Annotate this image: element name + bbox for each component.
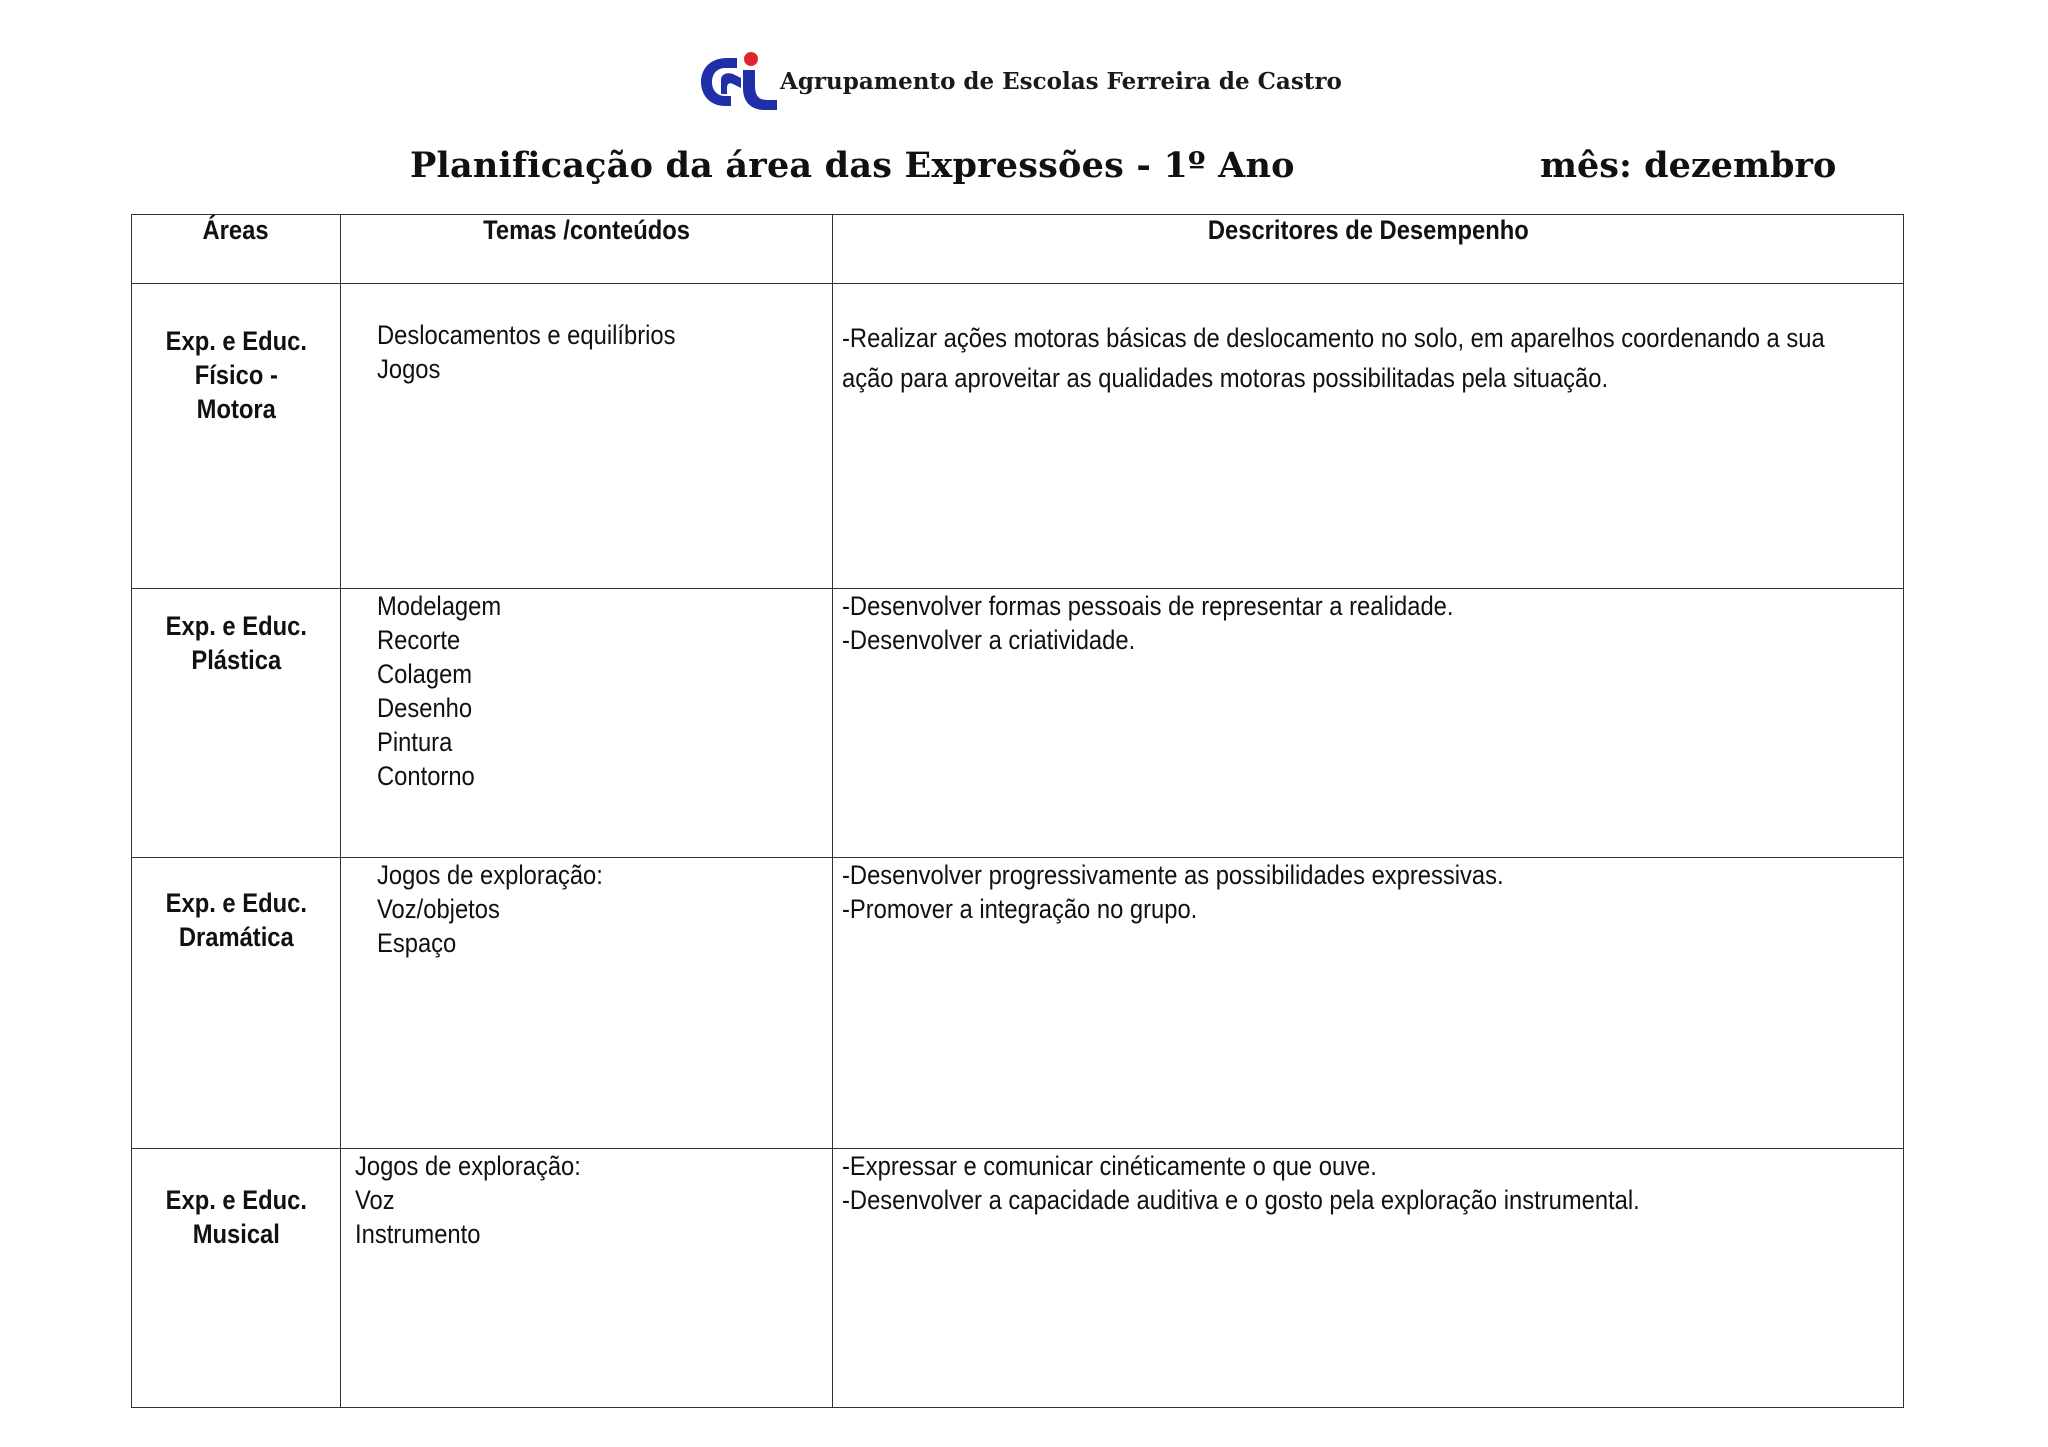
theme-item: Espaço — [377, 928, 457, 958]
descriptor-item: -Desenvolver a capacidade auditiva e o gosto pela exploração instrumental. — [842, 1185, 1640, 1215]
theme-item: Jogos de exploração: — [377, 860, 603, 890]
table-row — [132, 284, 1904, 589]
descriptor-item: -Desenvolver a criatividade. — [842, 625, 1136, 655]
logo-blue-arrow — [743, 70, 777, 110]
descriptor-item: -Realizar ações motoras básicas de deslocamento no solo, em aparelhos coordenando a sua — [842, 323, 1825, 353]
theme-item: Desenho — [377, 693, 473, 723]
table-row — [132, 589, 1904, 858]
area-cell: Exp. e Educ. Plástica — [132, 589, 341, 858]
table-row — [132, 1149, 1904, 1408]
table-header-row — [132, 215, 1904, 284]
descriptors-cell — [833, 1149, 1904, 1408]
theme-item: Recorte — [377, 625, 461, 655]
theme-item: Voz — [355, 1185, 395, 1215]
area-cell: Exp. e Educ. Dramática — [132, 858, 341, 1149]
month-label: mês: dezembro — [1540, 145, 1837, 186]
school-name: Agrupamento de Escolas Ferreira de Castro — [780, 68, 1342, 95]
descriptor-item: ação para aproveitar as qualidades motoras possibilitadas pela situação. — [842, 363, 1609, 393]
column-header-descriptors: Descritores de Desempenho — [833, 215, 1904, 284]
area-cell: Exp. e Educ. Físico - Motora — [132, 284, 341, 589]
themes-cell — [341, 1149, 833, 1408]
themes-cell — [341, 858, 833, 1149]
themes-cell — [341, 284, 833, 589]
column-header-areas: Áreas — [132, 215, 341, 284]
column-header-themes: Temas /conteúdos — [341, 215, 833, 284]
theme-item: Modelagem — [377, 591, 502, 621]
theme-item: Deslocamentos e equilíbrios — [377, 320, 676, 350]
descriptors-cell — [833, 589, 1904, 858]
school-logo — [697, 50, 785, 114]
theme-item: Jogos de exploração: — [355, 1151, 581, 1181]
area-cell: Exp. e Educ. Musical — [132, 1149, 341, 1408]
planning-table — [131, 214, 1904, 1408]
theme-item: Contorno — [377, 761, 475, 791]
table-row — [132, 858, 1904, 1149]
logo-blue-curve — [721, 73, 741, 94]
descriptor-item: -Promover a integração no grupo. — [842, 894, 1198, 924]
page-title: Planificação da área das Expressões - 1º Ano — [410, 145, 1295, 186]
descriptor-item: -Desenvolver progressivamente as possibilidades expressivas. — [842, 860, 1504, 890]
descriptor-item: -Desenvolver formas pessoais de representar a realidade. — [842, 591, 1454, 621]
theme-item: Instrumento — [355, 1219, 481, 1249]
theme-item: Pintura — [377, 727, 453, 757]
descriptors-cell — [833, 284, 1904, 589]
descriptors-cell — [833, 858, 1904, 1149]
theme-item: Voz/objetos — [377, 894, 500, 924]
descriptor-item: -Expressar e comunicar cinéticamente o que ouve. — [842, 1151, 1377, 1181]
theme-item: Colagem — [377, 659, 473, 689]
logo-red-dot — [744, 52, 758, 66]
theme-item: Jogos — [377, 354, 441, 384]
themes-cell — [341, 589, 833, 858]
